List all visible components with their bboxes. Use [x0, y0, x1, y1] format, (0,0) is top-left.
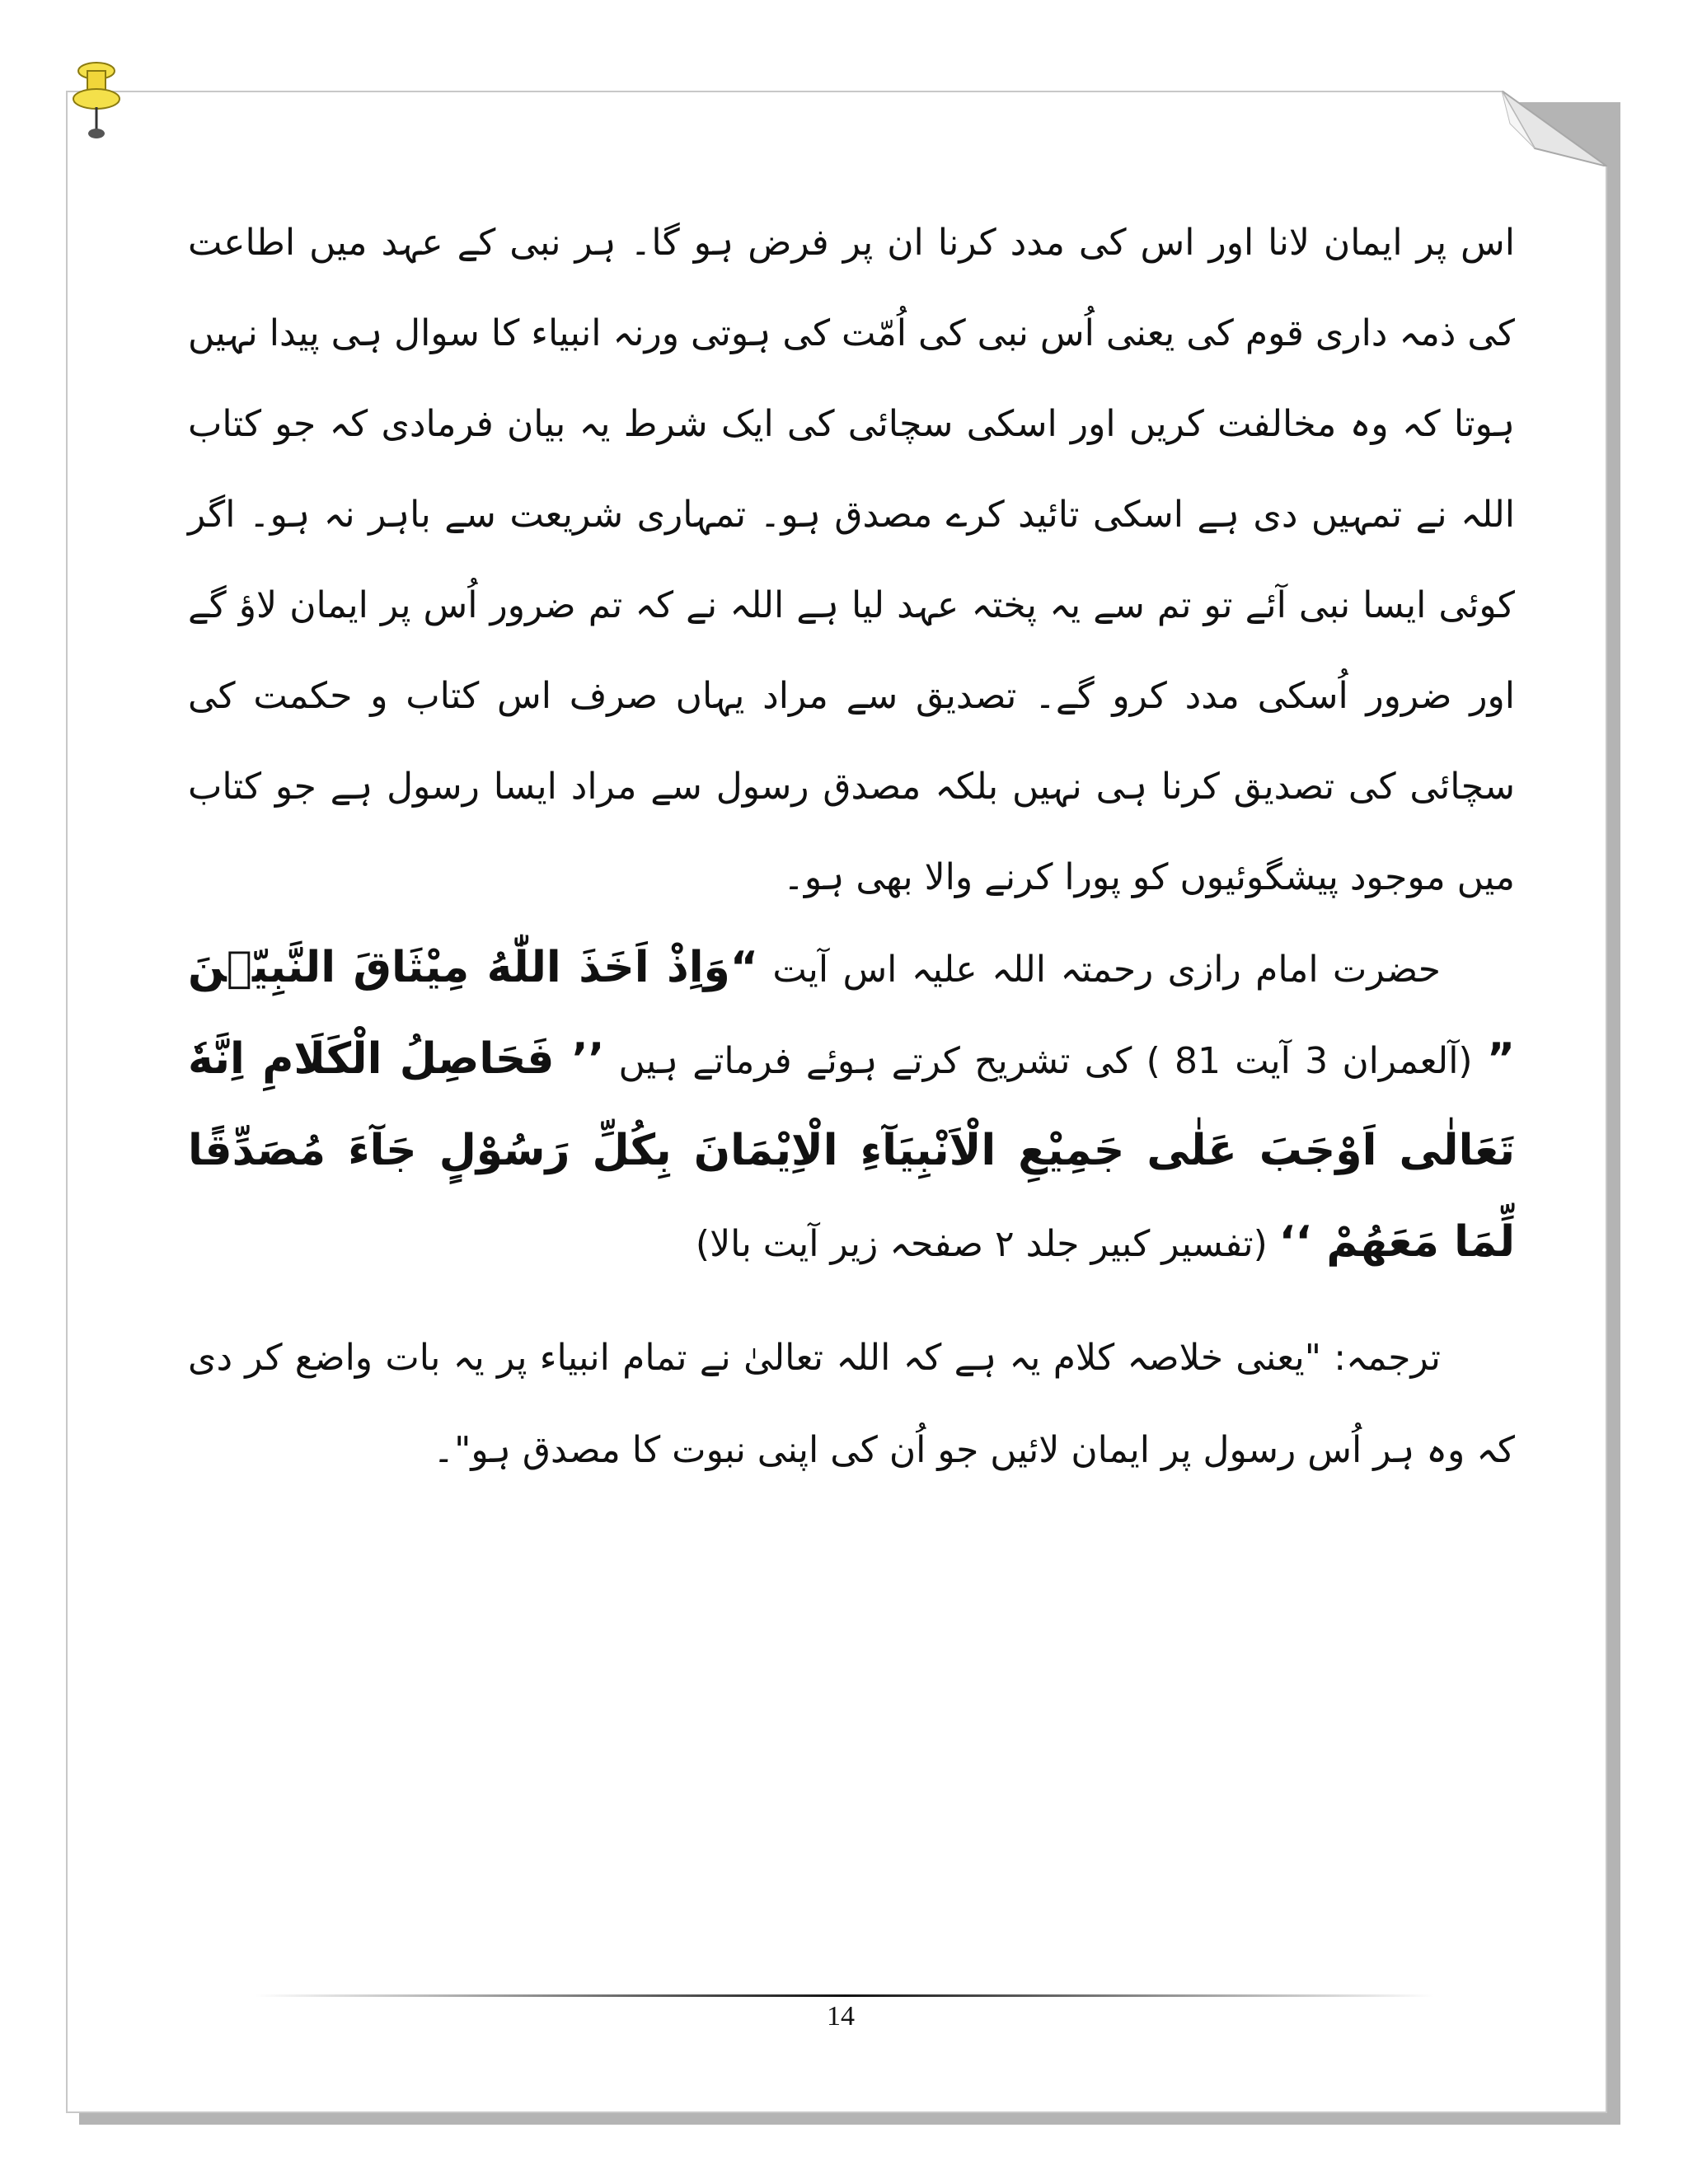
tafsir-quote: ’’ فَحَاصِلُ الْكَلَامِ اِنَّهٗ تَعَالٰى اَوْجَبَ عَلٰى جَمِيْعِ الْاَنْبِيَآءِ الْاِيْمَانَ بِكُلِّ رَسُوْلٍ جَآءَ مُصَدِّقًا لِّمَا مَعَهُمْ ‘‘ — [188, 1034, 1515, 1267]
push-pin-icon — [68, 59, 125, 142]
tafsir-citation: (تفسیر کبیر جلد ۲ صفحہ زیر آیت بالا) — [695, 1223, 1279, 1265]
paragraph-2 — [188, 923, 1515, 1289]
translation-paragraph: ترجمہ: "یعنی خلاصہ کلام یہ ہے کہ اللہ تعالیٰ نے تمام انبیاء پر یہ بات واضع کر دی کہ وہ ہر اُس رسول پر ایمان لائیں جو اُن کی اپنی نبوت کا مصدق ہو"۔ — [188, 1337, 1515, 1471]
paragraph-1: اس پر ایمان لانا اور اس کی مدد کرنا ان پر فرض ہو گا۔ ہر نبی کے عہد میں اطاعت کی ذمہ داری قوم کی یعنی اُس نبی کی اُمّت کی ہوتی ورنہ انبیاء کا سوال ہی پیدا نہیں ہوتا کہ وہ مخالفت کریں اور اسکی سچائی کی ایک شرط یہ بیان فرمادی کہ جو کتاب اللہ نے تمہیں دی ہے اسکی تائید کرے مصدق ہو۔ تمہاری شریعت سے باہر نہ ہو۔ اگر کوئی ایسا نبی آئے تو تم سے یہ پختہ عہد لیا ہے اللہ نے کہ تم ضرور اُس پر ایمان لاؤ گے اور ضرور اُسکی مدد کرو گے۔ تصدیق سے مراد یہاں صرف اس کتاب و حکمت کی سچائی کی تصدیق کرنا ہی نہیں بلکہ مصدق رسول سے مراد ایسا رسول ہے جو کتاب میں موجود پیشگوئیوں کو پورا کرنے والا بھی ہو۔ — [188, 222, 1515, 898]
document-body — [188, 198, 1515, 1533]
paragraph-2-intro: حضرت امام رازی رحمتہ اللہ علیہ اس آیت — [758, 949, 1441, 991]
paragraph-2-reference: (آلعمران 3 آیت 81 ) کی تشریح کرتے ہوئے فرماتے ہیں — [604, 1040, 1487, 1082]
quranic-verse-1: “وَاِذْ اَخَذَ اللّٰهُ مِيْثَاقَ النَّبِيّٖنَ ” — [188, 943, 1516, 1084]
footer-divider — [256, 1994, 1434, 1997]
page-curl-corner — [1502, 91, 1607, 166]
page-number: 14 — [827, 2001, 855, 2032]
